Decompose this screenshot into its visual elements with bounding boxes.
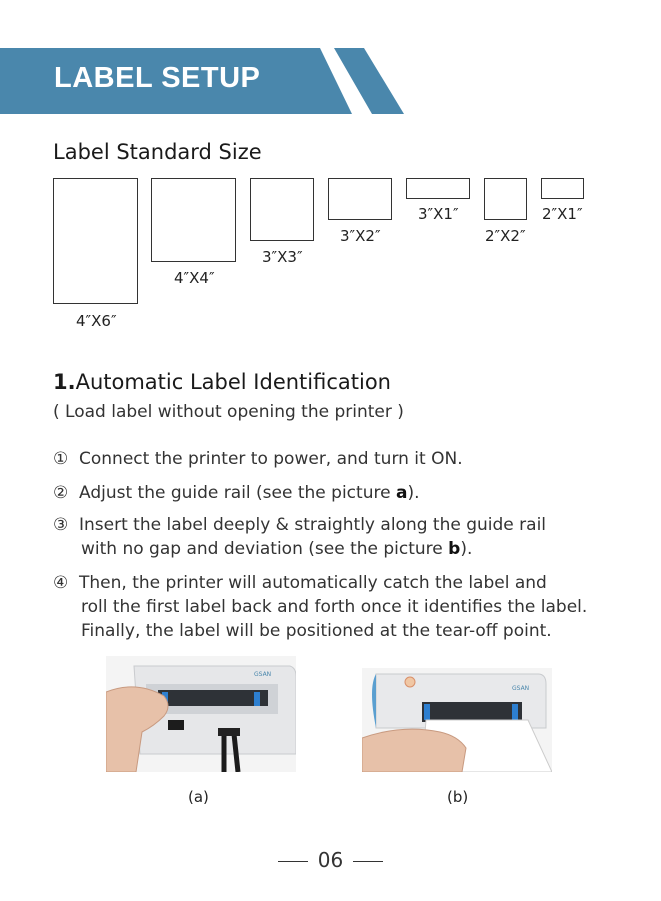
label-box-3x3 (250, 178, 314, 241)
step-marker: ② (53, 483, 69, 503)
step-text-end: ). (407, 483, 420, 503)
footer-dash-right (353, 861, 383, 862)
step-2 (53, 481, 419, 505)
picture-b-label-insert (362, 668, 552, 772)
page-title: LABEL SETUP (54, 62, 261, 94)
label-size-3x3: 3″X3″ (262, 248, 303, 266)
section-number: 1. (53, 370, 76, 394)
label-box-3x1 (406, 178, 470, 199)
label-size-4x6: 4″X6″ (76, 312, 117, 330)
footer-dash-left (278, 861, 308, 862)
section-heading-text: Automatic Label Identification (75, 370, 391, 394)
picture-b-caption: (b) (447, 788, 469, 806)
step-text: Adjust the guide rail (see the picture (79, 483, 396, 503)
auto-identification-heading (53, 370, 391, 394)
label-box-2x1 (541, 178, 584, 199)
step-text: Then, the printer will automatically catch the label and (79, 573, 547, 593)
step-marker: ④ (53, 573, 69, 593)
page-number (0, 848, 661, 872)
step-marker: ① (53, 449, 69, 469)
step-text-line3: Finally, the label will be positioned at the tear-off point. (81, 621, 552, 641)
step-3 (53, 513, 546, 561)
step-marker: ③ (53, 515, 69, 535)
step-text-continued (53, 537, 546, 561)
step-text: Connect the printer to power, and turn it ON. (79, 449, 463, 469)
label-box-2x2 (484, 178, 527, 220)
standard-size-heading: Label Standard Size (53, 140, 262, 164)
label-size-3x2: 3″X2″ (340, 227, 381, 245)
label-size-2x2: 2″X2″ (485, 227, 526, 245)
picture-ref-b: b (448, 539, 461, 559)
label-size-2x1: 2″X1″ (542, 205, 583, 223)
step-text: Insert the label deeply & straightly along the guide rail (79, 515, 547, 535)
step-text-end: ). (460, 539, 473, 559)
picture-a-printer-guide-rail (106, 656, 296, 772)
printer-brand-b: GSAN (512, 685, 530, 692)
picture-ref-a: a (395, 483, 408, 503)
label-box-4x6 (53, 178, 138, 304)
step-text-line2: roll the first label back and forth once it identifies the label. (81, 597, 588, 617)
label-box-4x4 (151, 178, 236, 262)
page-number-text: 06 (317, 848, 344, 872)
label-box-3x2 (328, 178, 392, 220)
printer-brand-a: GSAN (254, 671, 272, 678)
label-size-4x4: 4″X4″ (174, 269, 215, 287)
step-1 (53, 447, 463, 471)
label-size-3x1: 3″X1″ (418, 205, 459, 223)
step-4 (53, 571, 587, 643)
picture-a-caption: (a) (188, 788, 209, 806)
step-text-line2: with no gap and deviation (see the picture (81, 539, 449, 559)
auto-identification-subtitle: ( Load label without opening the printer ) (53, 402, 404, 422)
